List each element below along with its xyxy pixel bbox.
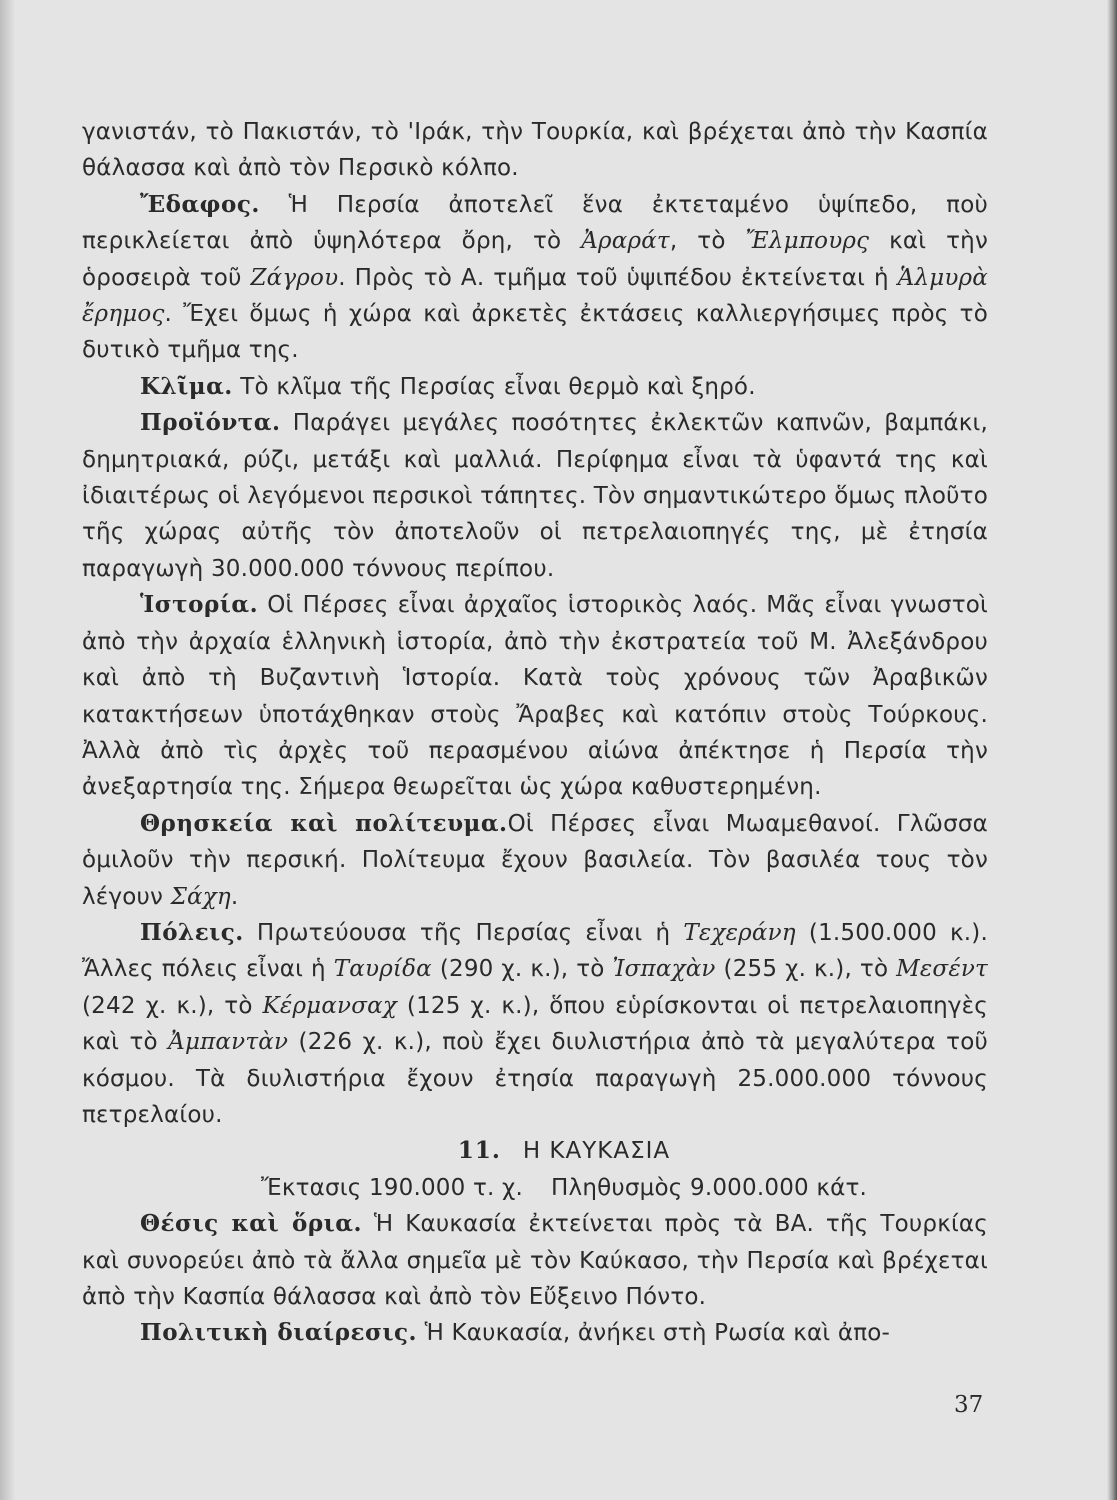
heading-edafos: Ἔδαφος. [140,190,260,218]
paragraph-politiki: Πολιτικὴ διαίρεσις. Ἡ Καυκασία, ἀνήκει στὴ Ρωσία καὶ ἀπο- [140,1319,891,1347]
heading-thriskeia: Θρησκεία καὶ πολίτευμα. [140,809,508,837]
paragraph-continuation: γανιστάν, τὸ Πακιστάν, τὸ 'Ιράκ, τὴν Τουρκία, καὶ βρέχεται ἀπὸ τὴν Κασπία θάλασσα καὶ ἀπὸ τὸν Περσικὸ κόλπο. [82,119,988,182]
heading-klima: Κλῖμα. [140,372,233,400]
section-title: Η ΚΑΥΚΑΣΙΑ [522,1138,671,1165]
stat-population: Πληθυσμὸς 9.000.000 κάτ. [551,1174,868,1201]
paragraph-thesis: Θέσις καὶ ὅρια. Ἡ Καυκασία ἐκτείνεται πρὸς τὰ ΒΑ. τῆς Τουρκίας καὶ συνορεύει ἀπὸ τὰ ἄλλα σημεῖα μὲ τὸν Καύκασο, τὴν Περσία καὶ βρέχεται ἀπὸ τὴν Κασπία θάλασσα καὶ ἀπὸ τὸν Εὔξεινο Πόντο. [82,1210,988,1310]
stat-area: Ἔκτασις 190.000 τ. χ. [260,1174,524,1201]
heading-poleis: Πόλεις. [140,918,244,946]
paragraph-klima: Κλῖμα. Τὸ κλῖμα τῆς Περσίας εἶναι θερμὸ καὶ ξηρό. [140,372,756,400]
page-number: 37 [954,1392,984,1418]
paragraph-thriskeia: Θρησκεία καὶ πολίτευμα.Οἱ Πέρσες εἶναι Μωαμεθανοί. Γλῶσσα ὁμιλοῦν τὴν περσική. Πολίτευμα ἔχουν βασιλεία. Τὸν βασιλέα τους τὸν λέγουν Σάχη. [82,809,989,910]
paragraph-istoria: Ἱστορία. Οἱ Πέρσες εἶναι ἀρχαῖος ἱστορικὸς λαός. Μᾶς εἶναι γνωστοὶ ἀπὸ τὴν ἀρχαία ἑλληνικὴ ἱστορία, ἀπὸ τὴν ἐκστρατεία τοῦ Μ. Ἀλεξάνδρου καὶ ἀπὸ τὴ Βυζαντινὴ Ἱστορία. Κατὰ τοὺς χρόνους τῶν Ἀραβικῶν κατακτήσεων ὑποτάχθηκαν στοὺς Ἄραβες καὶ κατόπιν στοὺς Τούρκους. Ἀλλὰ ἀπὸ τὶς ἀρχὲς τοῦ περασμένου αἰώνα ἀπέκτησε ἡ Περσία τὴν ἀνεξαρτησία της. Σήμερα θεωρεῖται ὡς χώρα καθυστερημένη. [82,591,988,801]
stats-line [82,1170,988,1206]
paragraph-proionta: Προϊόντα. Παράγει μεγάλες ποσότητες ἐκλεκτῶν καπνῶν, βαμπάκι, δημητριακά, ρύζι, μετάξι καὶ μαλλιά. Περίφημα εἶναι τὰ ὑφαντά της καὶ ἰδιαιτέρως οἱ λεγόμενοι περσικοὶ τάπητες. Τὸν σημαντικώτερο ὅμως πλοῦτο τῆς χώρας αὐτῆς τὸν ἀποτελοῦν οἱ πετρελαιοπηγές της, μὲ ἐτησία παραγωγὴ 30.000.000 τόννους περίπου. [82,409,988,582]
heading-thesis: Θέσις καὶ ὅρια. [140,1210,362,1238]
page-body [82,114,988,1352]
heading-istoria: Ἱστορία. [140,591,259,619]
section-heading [82,1133,988,1169]
section-number: 11. [457,1137,501,1165]
heading-politiki: Πολιτικὴ διαίρεσις. [140,1319,418,1347]
heading-proionta: Προϊόντα. [140,409,281,437]
paragraph-edafos: Ἔδαφος. Ἡ Περσία ἀποτελεῖ ἕνα ἐκτεταμένο ὑψίπεδο, ποὺ περικλείεται ἀπὸ ὑψηλότερα ὄρη, τὸ Ἀραράτ, τὸ Ἔλμπουρς καὶ τὴν ὁροσειρὰ τοῦ Ζάγρου. Πρὸς τὸ Α. τμῆμα τοῦ ὑψιπέδου ἐκτείνεται ἡ Ἁλμυρὰ ἔρημος. Ἔχει ὅμως ἡ χώρα καὶ ἀρκετὲς ἐκτάσεις καλλιεργήσιμες πρὸς τὸ δυτικὸ τμῆμα της. [82,190,989,364]
paragraph-poleis: Πόλεις. Πρωτεύουσα τῆς Περσίας εἶναι ἡ Τεχεράνη (1.500.000 κ.). Ἄλλες πόλεις εἶναι ἡ Ταυρίδα (290 χ. κ.), τὸ Ἰσπαχὰν (255 χ. κ.), τὸ Μεσέντ (242 χ. κ.), τὸ Κέρμανσαχ (125 χ. κ.), ὅπου εὑρίσκονται οἱ πετρελαιοπηγὲς καὶ τὸ Ἀμπαντὰν (226 χ. κ.), ποὺ ἔχει διυλιστήρια ἀπὸ τὰ μεγαλύτερα τοῦ κόσμου. Τὰ διυλιστήρια ἔχουν ἐτησία παραγωγὴ 25.000.000 τόννους πετρελαίου. [82,918,988,1128]
